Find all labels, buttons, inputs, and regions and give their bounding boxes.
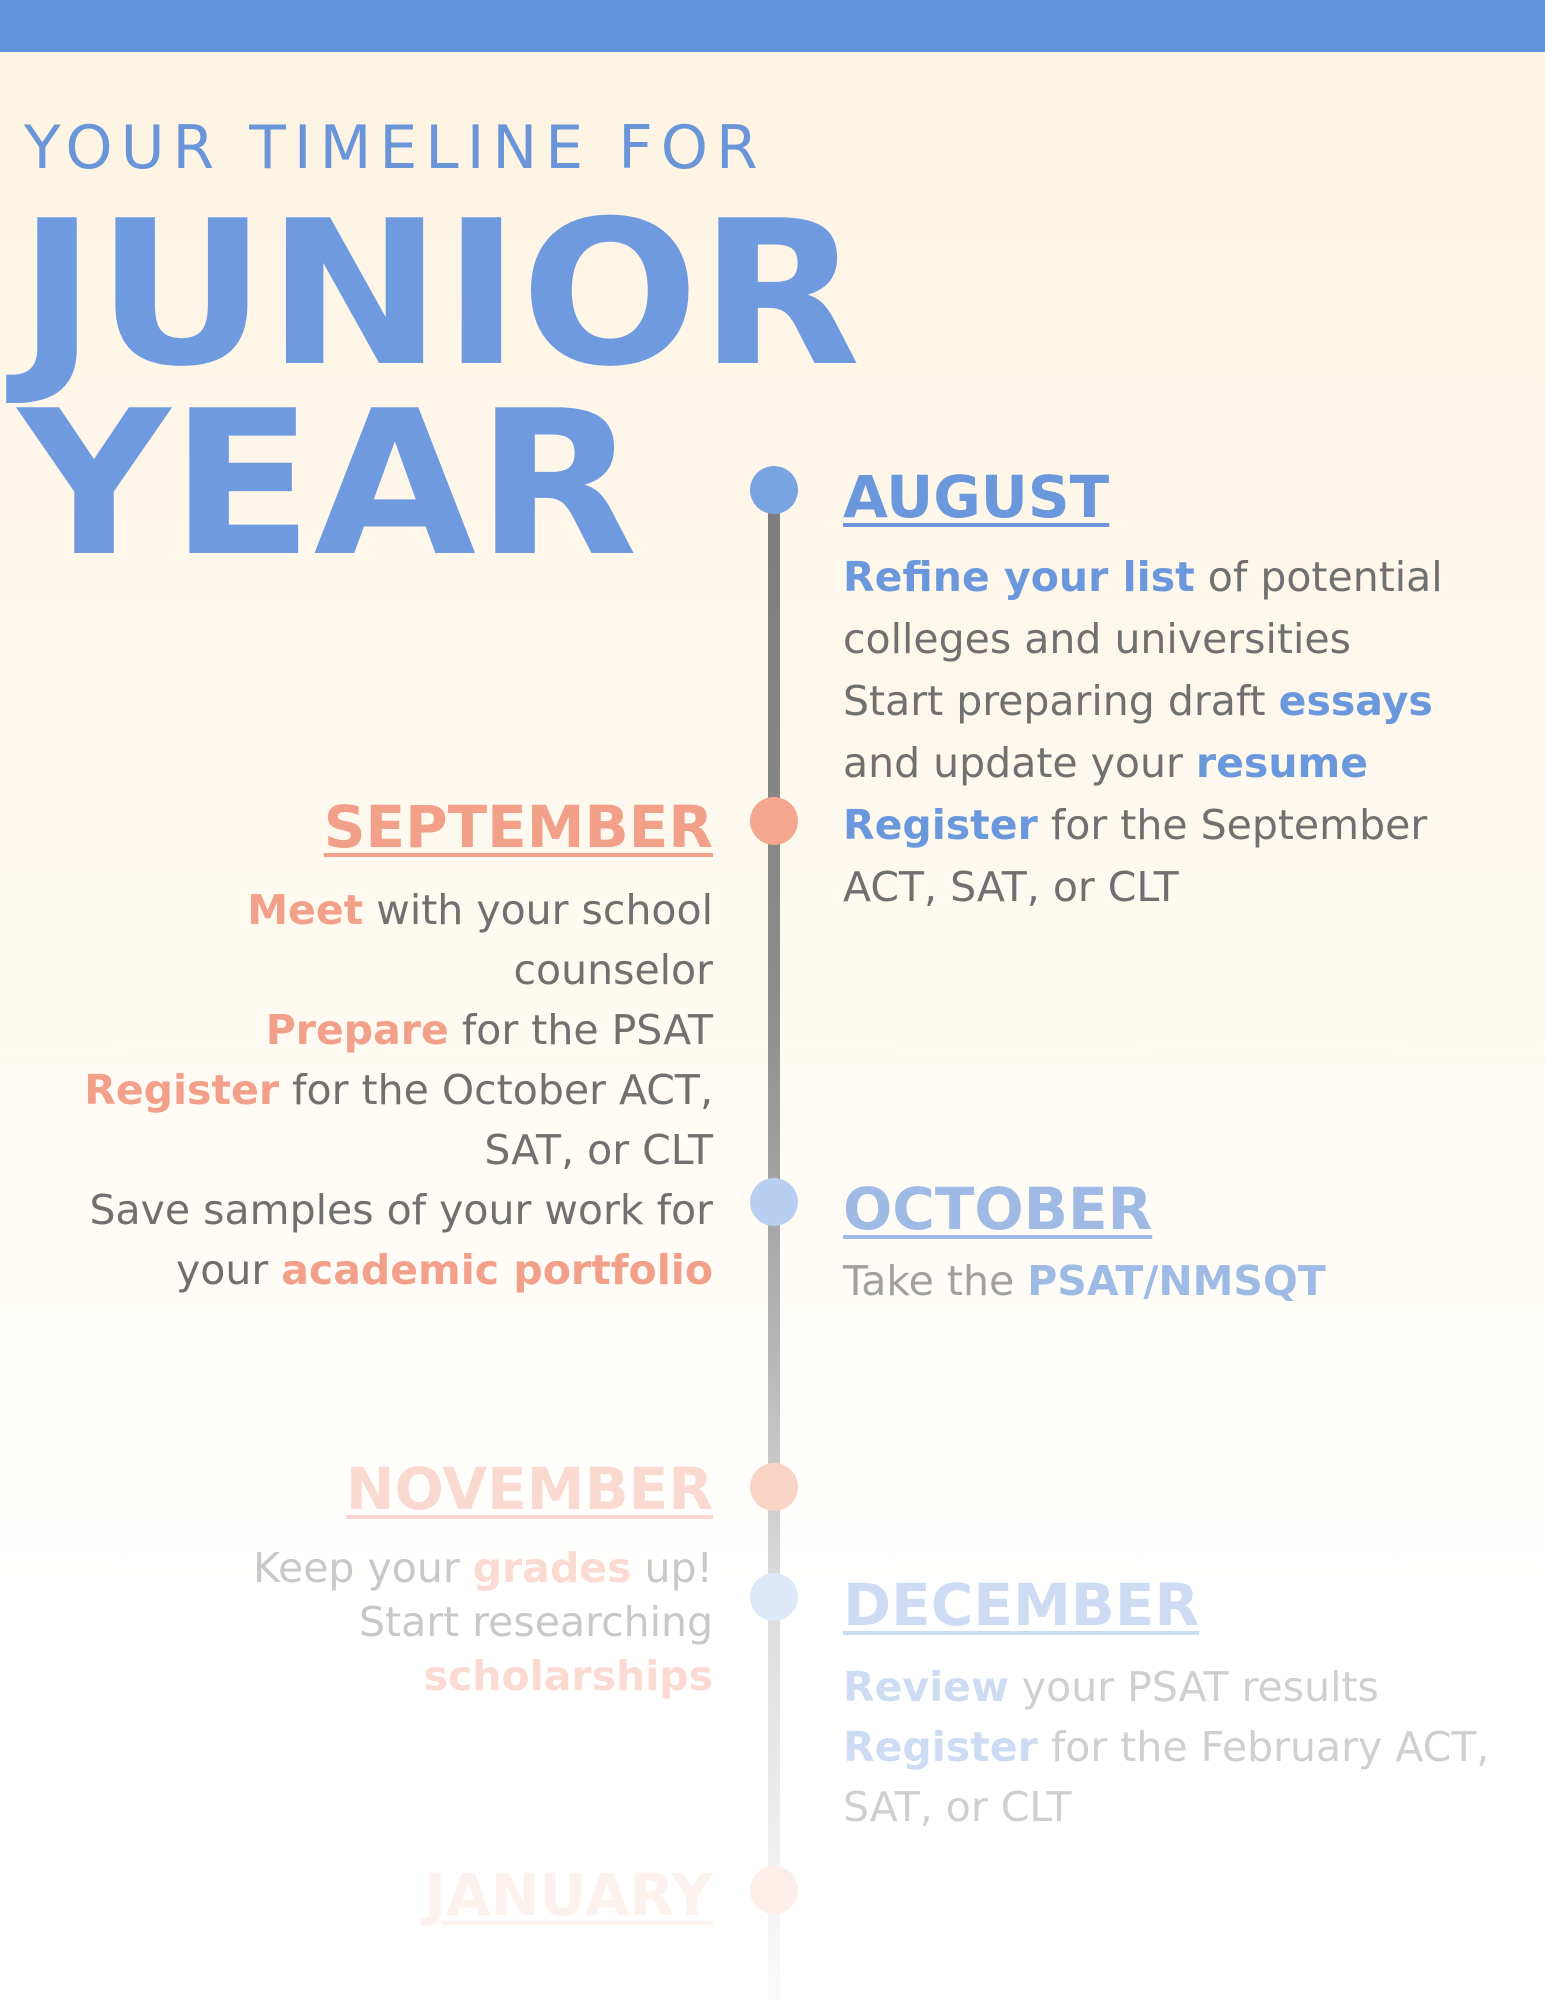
september-line-4: Register for the October ACT,	[84, 1066, 713, 1114]
timeline-dot-december	[750, 1573, 798, 1621]
top-accent-bar	[0, 0, 1545, 52]
september-line-7: your academic portfolio	[176, 1246, 713, 1294]
month-heading-december: DECEMBER	[843, 1571, 1200, 1639]
timeline-dot-january	[750, 1866, 798, 1914]
september-line-5: SAT, or CLT	[484, 1126, 713, 1174]
month-heading-november: NOVEMBER	[345, 1455, 713, 1523]
december-line-1: Review your PSAT results	[843, 1663, 1379, 1711]
month-heading-january: JANUARY	[424, 1861, 713, 1929]
november-line-2: Start researching	[359, 1598, 713, 1646]
september-line-3: Prepare for the PSAT	[265, 1006, 713, 1054]
august-line-5: Register for the September	[843, 801, 1428, 849]
november-line-1: Keep your grades up!	[253, 1544, 713, 1592]
august-line-1: Refine your list of potential	[843, 553, 1443, 601]
timeline-spine	[768, 490, 780, 2000]
november-tasks	[33, 1541, 713, 1703]
month-heading-october: OCTOBER	[843, 1175, 1153, 1243]
august-line-2: colleges and universities	[843, 615, 1351, 663]
october-tasks	[843, 1250, 1483, 1312]
month-heading-september: SEPTEMBER	[323, 793, 713, 861]
december-line-2: Register for the February ACT,	[843, 1723, 1490, 1771]
december-tasks	[843, 1657, 1490, 1837]
timeline-dot-november	[750, 1463, 798, 1511]
august-line-3: Start preparing draft essays	[843, 677, 1433, 725]
timeline-dot-october	[750, 1178, 798, 1226]
august-line-4: and update your resume	[843, 739, 1369, 787]
month-heading-august: AUGUST	[843, 463, 1110, 531]
timeline-dot-september	[750, 797, 798, 845]
august-tasks	[843, 546, 1483, 918]
page-title-line1: JUNIOR	[18, 178, 861, 411]
october-line-1: Take the PSAT/NMSQT	[843, 1257, 1326, 1305]
november-line-3: scholarships	[423, 1652, 713, 1700]
september-line-1: Meet with your school	[247, 886, 713, 934]
page-eyebrow: YOUR TIMELINE FOR	[24, 113, 766, 183]
september-tasks	[33, 880, 713, 1300]
december-line-3: SAT, or CLT	[843, 1783, 1072, 1831]
september-line-6: Save samples of your work for	[89, 1186, 713, 1234]
september-line-2: counselor	[513, 946, 713, 994]
timeline-dot-august	[750, 466, 798, 514]
page-title-line2: YEAR	[18, 368, 638, 601]
august-line-6: ACT, SAT, or CLT	[843, 863, 1179, 911]
